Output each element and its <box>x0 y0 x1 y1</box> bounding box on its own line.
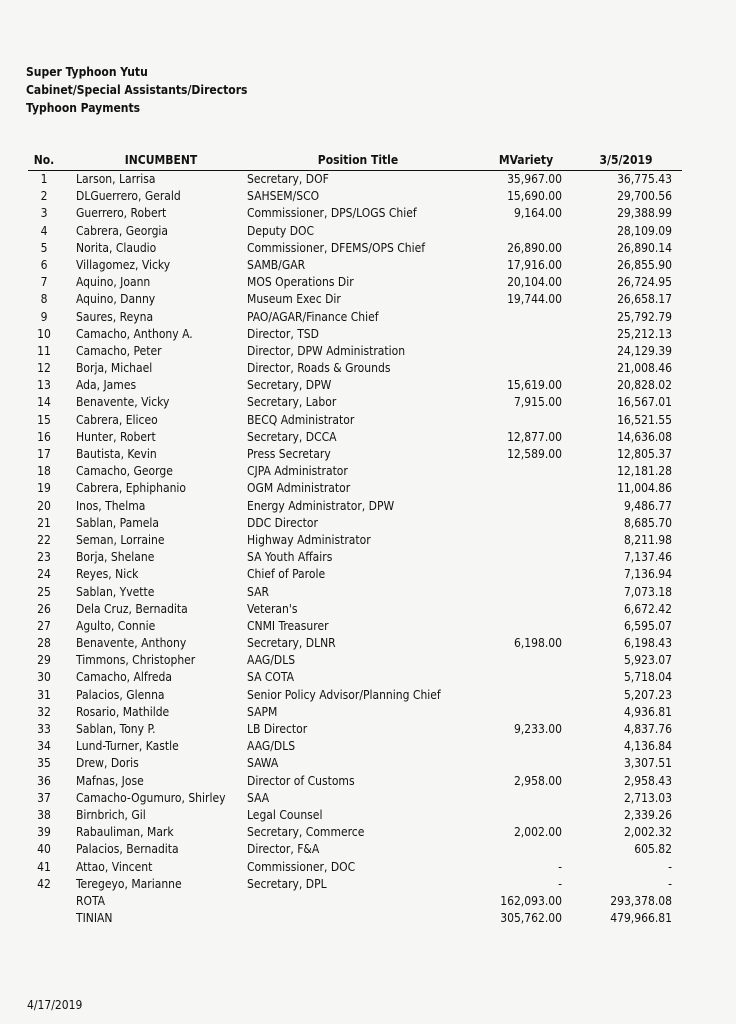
cell-date: 24,129.39 <box>617 343 672 358</box>
table-row <box>28 429 682 446</box>
footer-date: 4/17/2019 <box>27 998 83 1012</box>
cell-incumbent: Cabrera, Georgia <box>76 223 169 238</box>
header-title: Super Typhoon Yutu <box>26 65 148 79</box>
cell-position: Director of Customs <box>247 773 355 788</box>
cell-position: MOS Operations Dir <box>247 275 354 290</box>
table-row <box>28 687 682 704</box>
cell-no: 15 <box>37 412 51 427</box>
cell-mvariety: 17,916.00 <box>507 257 562 272</box>
cell-no: 29 <box>37 653 51 668</box>
cell-incumbent: Lund-Turner, Kastle <box>76 739 179 754</box>
table-row <box>28 171 682 188</box>
cell-no: 6 <box>40 257 48 272</box>
cell-position: DDC Director <box>247 515 318 530</box>
cell-date: 12,805.37 <box>617 447 672 461</box>
table-row <box>28 274 682 291</box>
cell-incumbent: Seman, Lorraine <box>76 532 165 547</box>
column-header-date: 3/5/2019 <box>599 153 653 167</box>
cell-date: 7,073.18 <box>623 584 672 599</box>
cell-date: - <box>668 876 672 891</box>
cell-date: 4,837.76 <box>623 722 672 736</box>
cell-mvariety: 15,690.00 <box>507 189 562 204</box>
table-row <box>28 309 682 326</box>
cell-date: 479,966.81 <box>610 911 672 926</box>
cell-position: Energy Administrator, DPW <box>247 498 395 513</box>
table-body <box>28 171 682 927</box>
cell-no: 30 <box>37 670 51 685</box>
table-header-row <box>28 152 682 171</box>
table-row <box>28 498 682 515</box>
cell-incumbent: Norita, Claudio <box>76 240 157 255</box>
cell-position: AAG/DLS <box>247 739 296 754</box>
cell-position: Director, F&A <box>247 842 320 857</box>
cell-no: 7 <box>40 275 48 290</box>
cell-date: 6,595.07 <box>623 618 672 633</box>
cell-incumbent: Cabrera, Eliceo <box>76 412 158 427</box>
table-row <box>28 635 682 652</box>
cell-no: 38 <box>37 807 51 822</box>
cell-position: Legal Counsel <box>247 807 323 822</box>
cell-position: SAR <box>247 584 269 599</box>
table-row <box>28 394 682 411</box>
cell-position: Secretary, DOF <box>247 172 329 186</box>
cell-date: 29,700.56 <box>617 189 672 204</box>
cell-mvariety: 7,915.00 <box>513 395 562 410</box>
cell-no: 25 <box>37 584 51 599</box>
cell-incumbent: Saures, Reyna <box>76 309 154 324</box>
cell-no: 28 <box>37 636 51 651</box>
cell-date: - <box>668 859 672 874</box>
table-row <box>28 755 682 772</box>
table-row <box>28 893 682 910</box>
table-row <box>28 721 682 738</box>
table-row <box>28 188 682 205</box>
cell-no: 34 <box>37 739 51 754</box>
cell-date: 28,109.09 <box>617 223 672 238</box>
cell-incumbent: TINIAN <box>76 911 113 926</box>
cell-no: 27 <box>37 618 51 633</box>
table-row <box>28 223 682 240</box>
cell-no: 11 <box>37 343 51 358</box>
cell-incumbent: ROTA <box>76 893 106 908</box>
cell-mvariety: 305,762.00 <box>500 911 562 926</box>
table-row <box>28 377 682 394</box>
column-header-position: Position Title <box>317 153 399 167</box>
cell-no: 9 <box>40 309 48 324</box>
cell-incumbent: Sablan, Pamela <box>76 515 160 530</box>
cell-position: Veteran's <box>247 601 298 616</box>
cell-date: 293,378.08 <box>610 893 672 908</box>
cell-no: 19 <box>37 481 51 496</box>
cell-no: 3 <box>40 206 48 221</box>
cell-incumbent: Dela Cruz, Bernadita <box>76 601 188 616</box>
table-row <box>28 841 682 858</box>
cell-position: Highway Administrator <box>247 532 371 547</box>
cell-position: SAWA <box>247 756 279 771</box>
cell-no: 14 <box>37 395 51 410</box>
cell-position: SA Youth Affairs <box>247 550 333 565</box>
cell-date: 21,008.46 <box>617 361 672 376</box>
cell-incumbent: Reyes, Nick <box>76 567 139 582</box>
cell-mvariety: - <box>558 876 562 891</box>
cell-date: 4,136.84 <box>623 739 672 754</box>
table-row <box>28 859 682 876</box>
cell-no: 12 <box>37 361 51 376</box>
cell-no: 37 <box>37 790 51 805</box>
cell-no: 35 <box>37 756 51 771</box>
cell-position: Secretary, DPL <box>247 876 327 891</box>
cell-mvariety: 6,198.00 <box>513 636 562 651</box>
cell-incumbent: Borja, Shelane <box>76 550 155 565</box>
cell-position: CJPA Administrator <box>247 464 348 479</box>
cell-date: 8,685.70 <box>623 515 672 530</box>
cell-incumbent: Rosario, Mathilde <box>76 704 170 719</box>
cell-no: 1 <box>40 172 48 186</box>
document-header <box>26 63 247 117</box>
cell-mvariety: 12,877.00 <box>507 429 562 444</box>
cell-position: BECQ Administrator <box>247 412 355 427</box>
table-row <box>28 601 682 618</box>
cell-position: Director, Roads & Grounds <box>247 361 391 376</box>
cell-date: 5,207.23 <box>623 687 672 702</box>
table-row <box>28 584 682 601</box>
table-row <box>28 463 682 480</box>
cell-date: 7,136.94 <box>623 567 672 582</box>
cell-no: 21 <box>37 515 51 530</box>
cell-position: Secretary, DLNR <box>247 636 336 651</box>
cell-position: Commissioner, DPS/LOGS Chief <box>247 206 417 221</box>
payments-table <box>28 152 682 927</box>
cell-no: 8 <box>40 292 48 307</box>
table-row <box>28 532 682 549</box>
cell-no: 33 <box>37 722 51 736</box>
cell-position: Chief of Parole <box>247 567 326 582</box>
cell-no: 42 <box>37 876 51 891</box>
cell-position: SA COTA <box>247 670 294 685</box>
cell-position: AAG/DLS <box>247 653 296 668</box>
cell-mvariety: 19,744.00 <box>507 292 562 307</box>
cell-position: Senior Policy Advisor/Planning Chief <box>247 687 441 702</box>
cell-no: 5 <box>40 240 48 255</box>
cell-date: 6,672.42 <box>623 601 672 616</box>
cell-incumbent: Benavente, Anthony <box>76 636 187 651</box>
cell-position: SAPM <box>247 704 278 719</box>
cell-incumbent: Drew, Doris <box>76 756 139 771</box>
cell-no: 40 <box>37 842 51 857</box>
cell-no: 13 <box>37 378 51 393</box>
cell-position: SAHSEM/SCO <box>247 189 320 204</box>
cell-no: 39 <box>37 825 51 840</box>
table-row <box>28 205 682 222</box>
cell-incumbent: Hunter, Robert <box>76 429 156 444</box>
cell-mvariety: 2,958.00 <box>513 773 562 788</box>
cell-position: Secretary, Labor <box>247 395 337 410</box>
cell-incumbent: Bautista, Kevin <box>76 447 157 461</box>
cell-date: 2,958.43 <box>623 773 672 788</box>
cell-position: Museum Exec Dir <box>247 292 341 307</box>
cell-mvariety: 2,002.00 <box>513 825 562 840</box>
cell-incumbent: Inos, Thelma <box>76 498 146 513</box>
table-row <box>28 446 682 463</box>
cell-position: Commissioner, DFEMS/OPS Chief <box>247 240 426 255</box>
cell-date: 36,775.43 <box>617 172 672 186</box>
table-row <box>28 910 682 927</box>
cell-mvariety: - <box>558 859 562 874</box>
cell-no: 4 <box>40 223 48 238</box>
cell-incumbent: Camacho, George <box>76 464 173 479</box>
cell-no: 10 <box>37 326 51 341</box>
cell-position: Deputy DOC <box>247 223 315 238</box>
header-subtitle: Cabinet/Special Assistants/Directors <box>26 83 248 97</box>
cell-date: 16,567.01 <box>617 395 672 410</box>
cell-date: 26,855.90 <box>617 257 672 272</box>
table-row <box>28 773 682 790</box>
cell-no: 23 <box>37 550 51 565</box>
cell-date: 25,212.13 <box>617 326 672 341</box>
cell-no: 31 <box>37 687 51 702</box>
cell-position: SAA <box>247 790 270 805</box>
cell-date: 26,658.17 <box>617 292 672 307</box>
cell-date: 26,724.95 <box>617 275 672 290</box>
cell-position: CNMI Treasurer <box>247 618 329 633</box>
cell-date: 14,636.08 <box>617 429 672 444</box>
cell-date: 2,002.32 <box>623 825 672 840</box>
cell-mvariety: 15,619.00 <box>507 378 562 393</box>
table-row <box>28 412 682 429</box>
cell-mvariety: 35,967.00 <box>507 172 562 186</box>
table-row <box>28 480 682 497</box>
cell-date: 605.82 <box>634 842 672 857</box>
table-row <box>28 618 682 635</box>
column-header-no: No. <box>33 153 55 167</box>
cell-incumbent: Sablan, Tony P. <box>76 722 156 736</box>
cell-date: 20,828.02 <box>617 378 672 393</box>
cell-no: 22 <box>37 532 51 547</box>
cell-mvariety: 12,589.00 <box>507 447 562 461</box>
table-row <box>28 257 682 274</box>
table-row <box>28 807 682 824</box>
cell-incumbent: Rabauliman, Mark <box>76 825 174 840</box>
cell-date: 5,923.07 <box>623 653 672 668</box>
column-header-incumbent: INCUMBENT <box>124 153 198 167</box>
cell-incumbent: Teregeyo, Marianne <box>76 876 182 891</box>
cell-position: LB Director <box>247 722 308 736</box>
cell-date: 12,181.28 <box>617 464 672 479</box>
table-row <box>28 566 682 583</box>
table-row <box>28 790 682 807</box>
cell-incumbent: Mafnas, Jose <box>76 773 144 788</box>
cell-incumbent: Cabrera, Ephiphanio <box>76 481 187 496</box>
cell-incumbent: Palacios, Glenna <box>76 687 165 702</box>
cell-date: 7,137.46 <box>623 550 672 565</box>
cell-incumbent: Birnbrich, Gil <box>76 807 146 822</box>
cell-incumbent: Borja, Michael <box>76 361 153 376</box>
table-row <box>28 652 682 669</box>
cell-no: 36 <box>37 773 51 788</box>
cell-incumbent: Aquino, Joann <box>76 275 151 290</box>
cell-date: 5,718.04 <box>623 670 672 685</box>
table-row <box>28 876 682 893</box>
table-row <box>28 824 682 841</box>
cell-no: 17 <box>37 447 51 461</box>
cell-incumbent: Attao, Vincent <box>76 859 153 874</box>
table-row <box>28 669 682 686</box>
cell-no: 24 <box>37 567 51 582</box>
cell-incumbent: Camacho, Anthony A. <box>76 326 193 341</box>
table-row <box>28 240 682 257</box>
table-row <box>28 738 682 755</box>
table-row <box>28 343 682 360</box>
cell-incumbent: Sablan, Yvette <box>76 584 155 599</box>
cell-incumbent: Ada, James <box>76 378 137 393</box>
cell-mvariety: 9,164.00 <box>513 206 562 221</box>
table-row <box>28 515 682 532</box>
cell-position: Secretary, DCCA <box>247 429 337 444</box>
cell-incumbent: Camacho-Ogumuro, Shirley <box>76 790 226 805</box>
cell-incumbent: Camacho, Alfreda <box>76 670 172 685</box>
cell-date: 25,792.79 <box>617 309 672 324</box>
cell-incumbent: DLGuerrero, Gerald <box>76 189 181 204</box>
header-subtitle-2: Typhoon Payments <box>26 101 141 115</box>
cell-mvariety: 20,104.00 <box>507 275 562 290</box>
cell-position: SAMB/GAR <box>247 257 306 272</box>
cell-incumbent: Benavente, Vicky <box>76 395 170 410</box>
cell-date: 29,388.99 <box>617 206 672 221</box>
cell-incumbent: Agulto, Connie <box>76 618 156 633</box>
cell-position: Director, TSD <box>247 326 319 341</box>
cell-mvariety: 162,093.00 <box>500 893 562 908</box>
cell-position: Secretary, DPW <box>247 378 332 393</box>
cell-position: Press Secretary <box>247 447 331 461</box>
table-row <box>28 360 682 377</box>
cell-date: 2,339.26 <box>623 807 672 822</box>
cell-no: 32 <box>37 704 51 719</box>
cell-date: 6,198.43 <box>623 636 672 651</box>
table-row <box>28 326 682 343</box>
cell-incumbent: Camacho, Peter <box>76 343 162 358</box>
cell-position: Director, DPW Administration <box>247 343 406 358</box>
cell-incumbent: Villagomez, Vicky <box>76 257 171 272</box>
cell-no: 26 <box>37 601 51 616</box>
cell-position: Secretary, Commerce <box>247 825 365 840</box>
cell-mvariety: 9,233.00 <box>513 722 562 736</box>
cell-position: Commissioner, DOC <box>247 859 356 874</box>
cell-mvariety: 26,890.00 <box>507 240 562 255</box>
cell-date: 4,936.81 <box>623 704 672 719</box>
cell-date: 26,890.14 <box>617 240 672 255</box>
cell-incumbent: Guerrero, Robert <box>76 206 167 221</box>
cell-incumbent: Larson, Larrisa <box>76 172 156 186</box>
cell-date: 16,521.55 <box>617 412 672 427</box>
table-row <box>28 549 682 566</box>
cell-incumbent: Timmons, Christopher <box>76 653 196 668</box>
cell-position: PAO/AGAR/Finance Chief <box>247 309 379 324</box>
cell-date: 2,713.03 <box>623 790 672 805</box>
cell-no: 2 <box>40 189 48 204</box>
cell-incumbent: Palacios, Bernadita <box>76 842 179 857</box>
cell-date: 9,486.77 <box>623 498 672 513</box>
cell-date: 11,004.86 <box>617 481 672 496</box>
table-row <box>28 704 682 721</box>
cell-incumbent: Aquino, Danny <box>76 292 156 307</box>
cell-date: 8,211.98 <box>623 532 672 547</box>
cell-no: 18 <box>37 464 51 479</box>
cell-no: 41 <box>37 859 51 874</box>
cell-position: OGM Administrator <box>247 481 351 496</box>
cell-date: 3,307.51 <box>623 756 672 771</box>
cell-no: 16 <box>37 429 51 444</box>
column-header-mvariety: MVariety <box>498 153 554 167</box>
table-row <box>28 291 682 308</box>
cell-no: 20 <box>37 498 51 513</box>
